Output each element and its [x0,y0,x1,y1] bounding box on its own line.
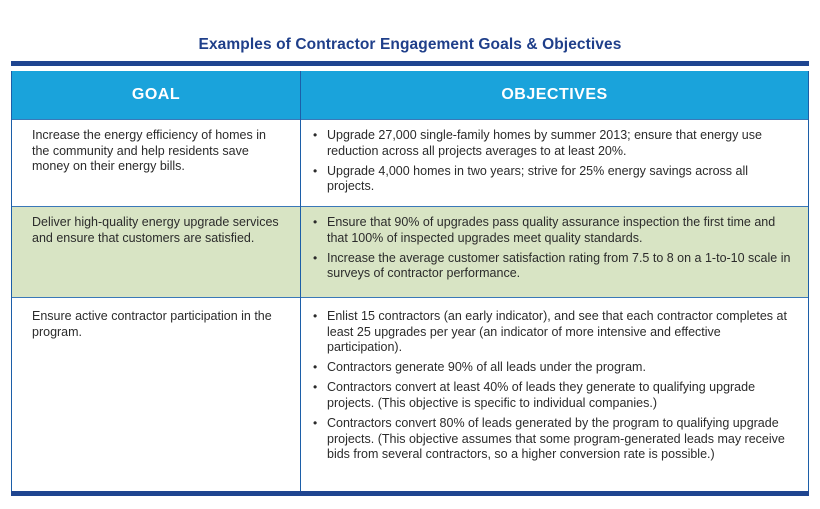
bullet-icon: • [313,163,318,178]
objective-text: Ensure that 90% of upgrades pass quality assurance inspection the first time and that 100% of inspected upgrades meet quality standards. [327,215,776,245]
objectives-list [312,215,792,286]
bullet-icon: • [313,380,318,395]
objectives-list [312,309,792,467]
objective-text: Contractors convert at least 40% of leads they generate to qualifying upgrade projects. (This objective is specific to individual companies.) [327,380,756,410]
bullet-icon: • [313,360,318,375]
objective-item [312,215,792,246]
goal-column-header: GOAL [131,86,181,103]
objective-text: Increase the average customer satisfaction rating from 7.5 to 8 on a 1-to-10 scale in surveys of contractor performance. [327,250,791,281]
goal-cell: Ensure active contractor participation in the program. [32,309,272,339]
objectives-column-header: OBJECTIVES [501,86,608,103]
objective-item [312,360,792,376]
table-row [12,119,808,206]
objective-item [312,251,792,282]
objective-item [312,309,792,356]
table-header [12,71,808,119]
objective-item [312,164,792,195]
table-title: Examples of Contractor Engagement Goals & Objectives [198,36,622,53]
goals-objectives-table [11,71,809,491]
bullet-icon: • [313,309,318,323]
table-row [12,297,808,491]
goal-cell: Increase the energy efficiency of homes in the community and help residents save money on their energy bills. [32,128,266,174]
top-rule [11,61,809,66]
objective-text: Enlist 15 contractors (an early indicator), and see that each contractor completes at least 25 upgrades per year (an indicator of more intensive and effective participation). [327,309,787,355]
column-divider [300,71,301,491]
bullet-icon: • [313,128,318,142]
objectives-list [312,128,792,199]
bullet-icon: • [313,250,318,265]
bullet-icon: • [313,416,318,431]
objective-text: Contractors convert 80% of leads generated by the program to qualifying upgrade projects. (This objective assumes that some program-generated leads may receive bids from several contractors, so a higher conversion rate is possible.) [327,416,785,462]
objective-text: Contractors generate 90% of all leads under the program. [327,360,646,375]
objective-text: Upgrade 4,000 homes in two years; strive for 25% energy savings across all projects. [327,163,749,194]
table-row [12,206,808,297]
bottom-rule [11,491,809,496]
objective-item [312,128,792,159]
objective-item [312,380,792,411]
objective-item [312,416,792,463]
goal-cell: Deliver high-quality energy upgrade services and ensure that customers are satisfied. [32,215,279,245]
bullet-icon: • [313,215,318,229]
objective-text: Upgrade 27,000 single-family homes by summer 2013; ensure that energy use reduction across all projects averages to at least 20%. [327,128,762,158]
